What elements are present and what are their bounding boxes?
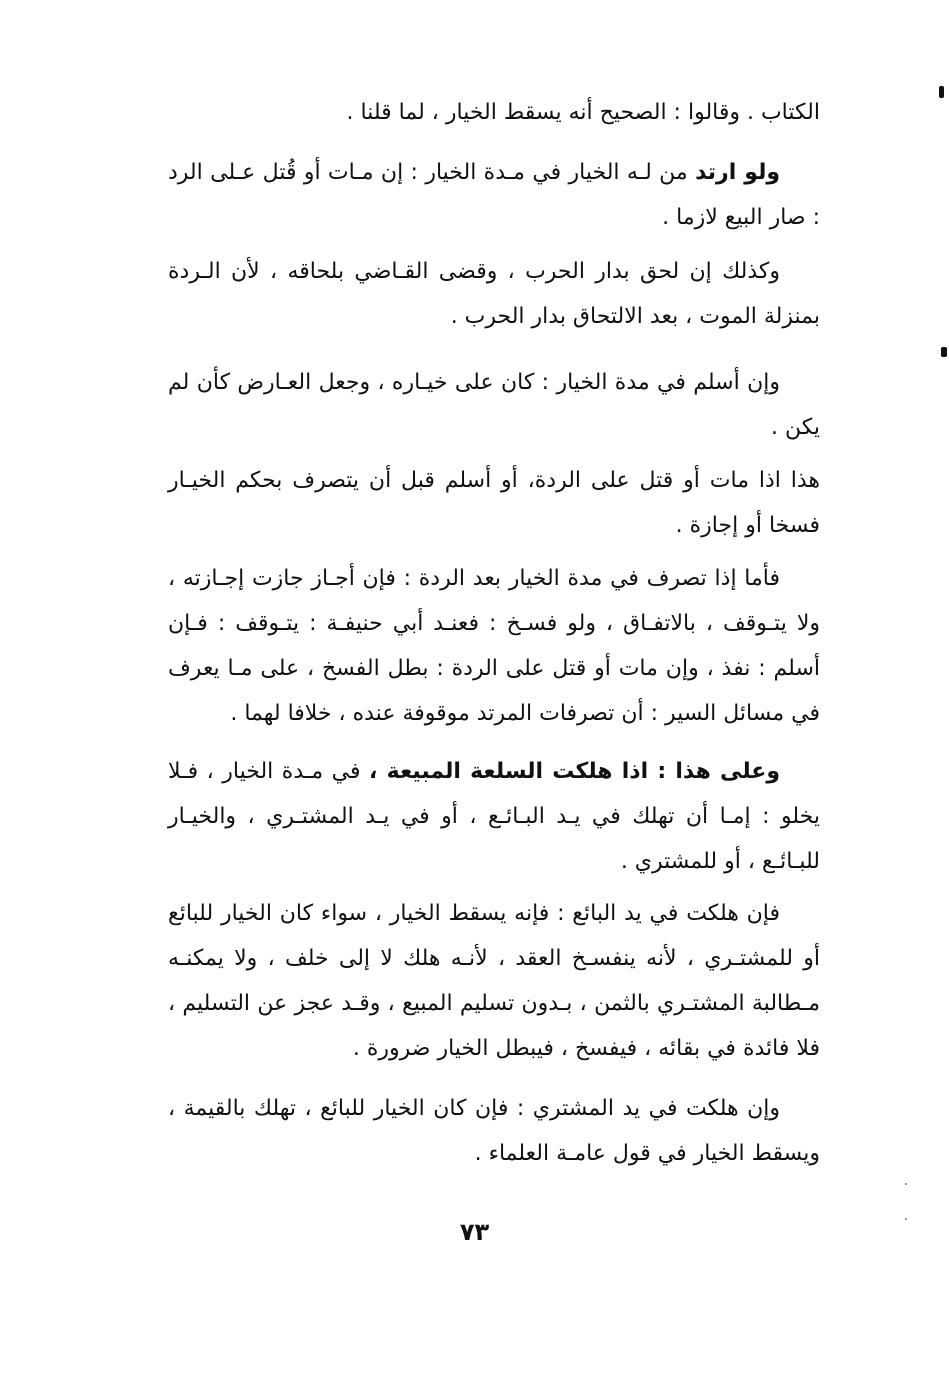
paragraph-8 [168, 891, 820, 1071]
paragraph-text: هذا اذا مات أو قتل على الردة، أو أسلم قبل أن يتصرف بحكم الخيـار فسخا أو إجازة . [168, 468, 820, 538]
paragraph-text: فإن هلكت في يد البائع : فإنه يسقط الخيار ، سواء كان الخيار للبائع أو للمشتـري ، لأنه ينفسـخ العقد ، لأنـه هلك لا إلى خلف ، ولا يمكنـه مـطالبة المشتـري بالثمن ، بـدون تسليم المبيع ، وقـد عجز عن التسليم ، فلا فائدة في بقائه ، فيفسخ ، فيبطل الخيار ضرورة . [168, 901, 820, 1061]
paragraph-text: في مـدة الخيار ، فـلا يخلو : إمـا أن تهلك في يـد البـائـع ، أو في يـد المشتـري ، والخيـار للبـائـع ، أو للمشتري . [168, 759, 820, 874]
paragraph-text: وإن هلكت في يد المشتري : فإن كان الخيار للبائع ، تهلك بالقيمة ، ويسقط الخيار في قول عامـة العلماء . [168, 1096, 820, 1166]
paragraph-2 [168, 150, 820, 240]
paragraph-text: من لـه الخيار في مـدة الخيار : إن مـات أو قُتل عـلى الرد : صار البيع لازما . [168, 160, 820, 230]
paragraph-3 [168, 249, 820, 339]
paragraph-text: وكذلك إن لحق بدار الحرب ، وقضى القـاضي بلحاقه ، لأن الـردة بمنزلة الموت ، بعد الالتحاق بدار الحرب . [168, 259, 820, 329]
paragraph-lead: وعلى هذا : اذا هلكت السلعة المبيعة ، [369, 759, 780, 784]
paragraph-9 [168, 1086, 820, 1176]
paragraph-text: الكتاب . وقالوا : الصحيح أنه يسقط الخيار ، لما قلنا . [346, 100, 820, 125]
scan-speck [905, 1183, 907, 1185]
paragraph-7 [168, 749, 820, 884]
paragraph-lead: ولو ارتد [695, 160, 781, 185]
paragraph-4 [168, 360, 820, 450]
paragraph-text: وإن أسلم في مدة الخيار : كان على خيـاره ، وجعل العـارض كأن لم يكن . [168, 370, 820, 440]
scan-edge-mark [941, 347, 947, 357]
scan-edge-mark [939, 86, 944, 98]
paragraph-5 [168, 458, 820, 548]
paragraph-text: فأما إذا تصرف في مدة الخيار بعد الردة : فإن أجـاز جازت إجـازته ، ولا يتـوقف ، بالاتفـاق ، ولو فسـخ : فعنـد أبي حنيفـة : يتـوقف : فـإن أسلم : نفذ ، وإن مات أو قتل على الردة : بطل الفسخ ، على مـا يعرف في مسائل السير : أن تصرفات المرتد موقوفة عنده ، خلافا لهما . [168, 566, 820, 726]
page-number: ٧٣ [459, 1218, 490, 1246]
paragraph-1 [168, 90, 820, 135]
paragraph-6 [168, 556, 820, 736]
